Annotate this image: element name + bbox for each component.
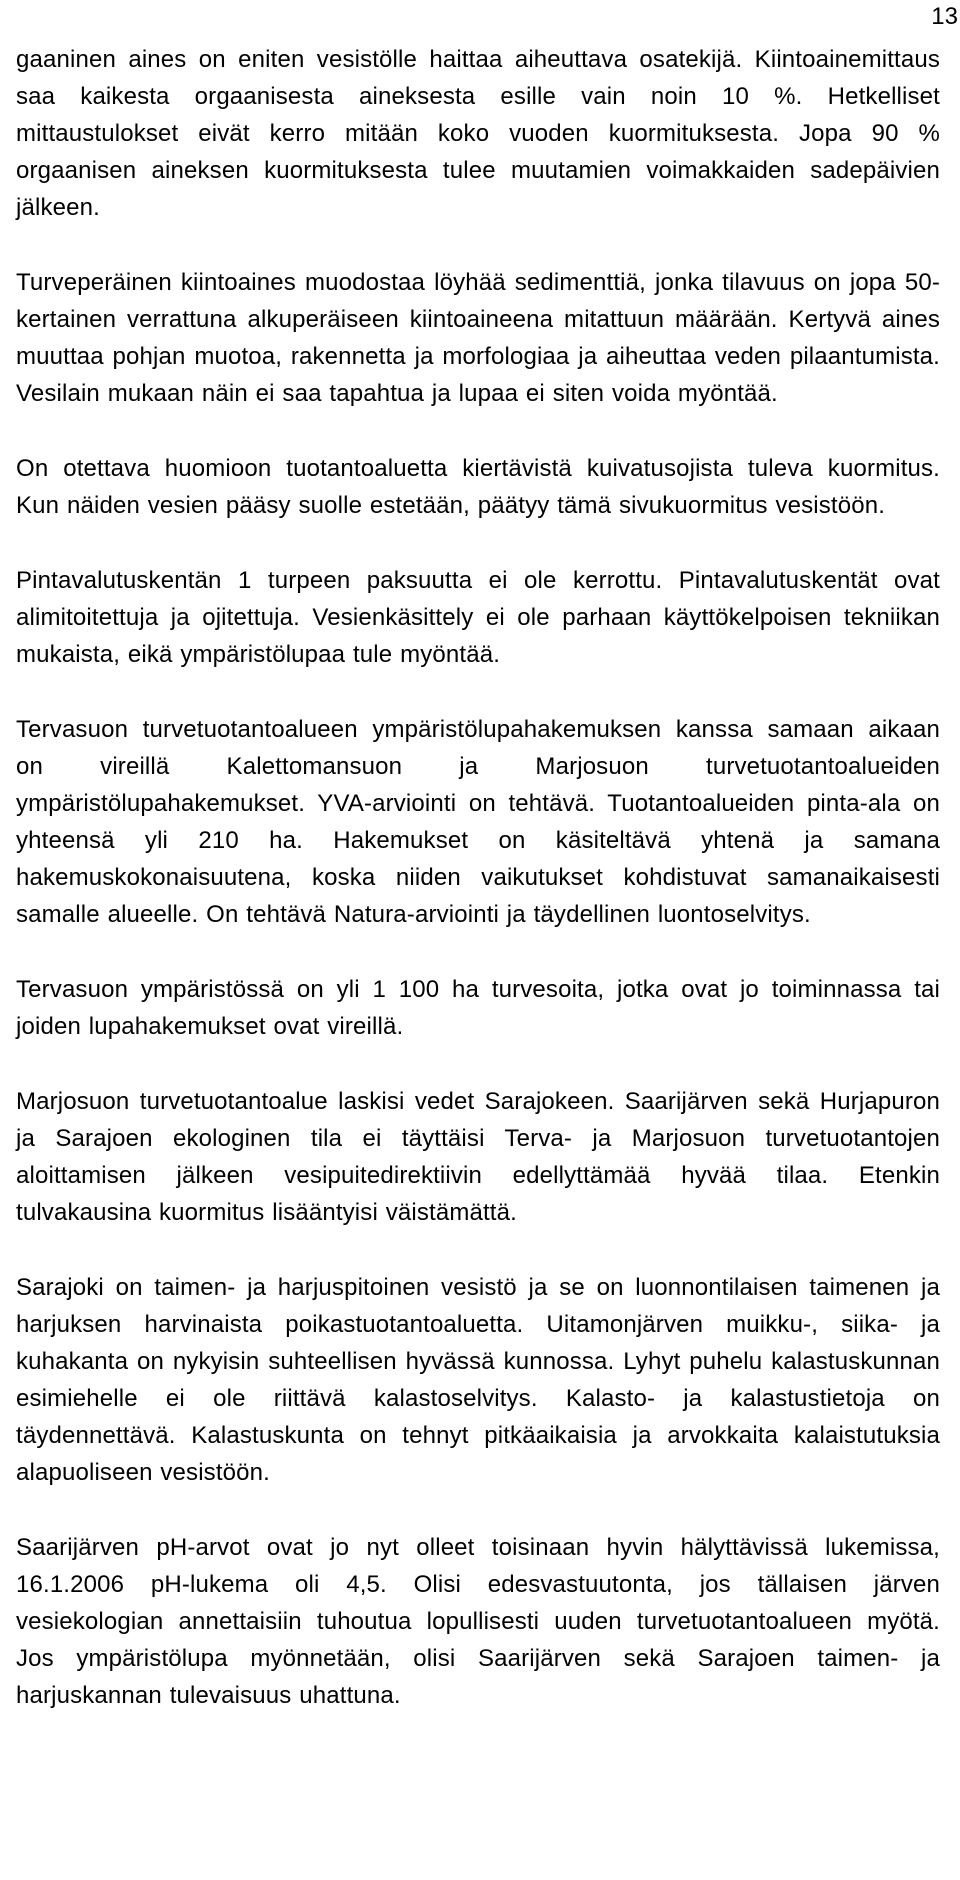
paragraph-saarijarvi-ph: Saarijärven pH-arvot ovat jo nyt olleet toisinaan hyvin hälyttävissä lukemissa, 16.1.2006 pH-lukema oli 4,5. Olisi edesvastuutonta, jos tällaisen järven vesiekologian annettaisiin tuhoutua lopullisesti uuden turvetuotantoalueen myötä. Jos ympäristölupa myönnetään, olisi Saarijärven sekä Sarajoen taimen- ja harjuskannan tulevaisuus uhattuna. [16, 1534, 940, 1709]
paragraph-runoff-fields: Pintavalutuskentän 1 turpeen paksuutta ei ole kerrottu. Pintavalutuskentät ovat alimitoitettuja ja ojitettuja. Vesienkäsittely ei ole parhaan käyttökelpoisen tekniikan mukaista, eikä ympäristölupaa tule myöntää. [16, 567, 940, 668]
paragraph-sarajoki-fish: Sarajoki on taimen- ja harjuspitoinen vesistö ja se on luonnontilaisen taimenen ja harjuksen harvinaista poikastuotantoaluetta. Uitamonjärven muikku-, siika- ja kuhakanta on nykyisin suhteellisen hyvässä kunnossa. Lyhyt puhelu kalastuskunnan esimiehelle ei ole riittävä kalastoselvitys. Kalasto- ja kalastustietoja on täydennettävä. Kalastuskunta on tehnyt pitkäaikaisia ja arvokkaita kalaistutuksia alapuoliseen vesistöön. [16, 1274, 940, 1486]
paragraph-drainage-ditches: On otettava huomioon tuotantoaluetta kiertävistä kuivatusojista tuleva kuormitus. Kun näiden vesien pääsy suolle estetään, päätyy tämä sivukuormitus vesistöön. [16, 455, 940, 519]
paragraph-organic-load: gaaninen aines on eniten vesistölle haittaa aiheuttava osatekijä. Kiintoainemittaus saa kaikesta orgaanisesta aineksesta esille vain noin 10 %. Hetkelliset mittaustulokset eivät kerro mitään koko vuoden kuormituksesta. Jopa 90 % orgaanisen aineksen kuormituksesta tulee muutamien voimakkaiden sadepäivien jälkeen. [16, 46, 940, 221]
paragraph-marjosuo-waters: Marjosuon turvetuotantoalue laskisi vedet Sarajokeen. Saarijärven sekä Hurjapuron ja Sarajoen ekologinen tila ei täyttäisi Terva- ja Marjosuon turvetuotantojen aloittamisen jälkeen vesipuitedirektiivin edellyttämää hyvää tilaa. Etenkin tulvakausina kuormitus lisääntyisi väistämättä. [16, 1088, 940, 1226]
paragraph-peat-bogs-area: Tervasuon ympäristössä on yli 1 100 ha turvesoita, jotka ovat jo toiminnassa tai joiden lupahakemukset ovat vireillä. [16, 976, 940, 1040]
page-number: 13 [931, 3, 958, 30]
paragraph-tervasuo-permit: Tervasuon turvetuotantoalueen ympäristölupahakemuksen kanssa samaan aikaan on vireillä Kalettomansuon ja Marjosuon turvetuotantoalueiden ympäristölupahakemukset. YVA-arviointi on tehtävä. Tuotantoalueiden pinta-ala on yhteensä yli 210 ha. Hakemukset on käsiteltävä yhtenä ja samana hakemuskokonaisuutena, koska niiden vaikutukset kohdistuvat samanaikaisesti samalle alueelle. On tehtävä Natura-arviointi ja täydellinen luontoselvitys. [16, 716, 940, 928]
paragraph-peat-sediment: Turveperäinen kiintoaines muodostaa löyhää sedimenttiä, jonka tilavuus on jopa 50-kertainen verrattuna alkuperäiseen kiintoaineena mitattuun määrään. Kertyvä aines muuttaa pohjan muotoa, rakennetta ja morfologiaa ja aiheuttaa veden pilaantumista. Vesilain mukaan näin ei saa tapahtua ja lupaa ei siten voida myöntää. [16, 269, 940, 407]
document-body [16, 41, 940, 1714]
